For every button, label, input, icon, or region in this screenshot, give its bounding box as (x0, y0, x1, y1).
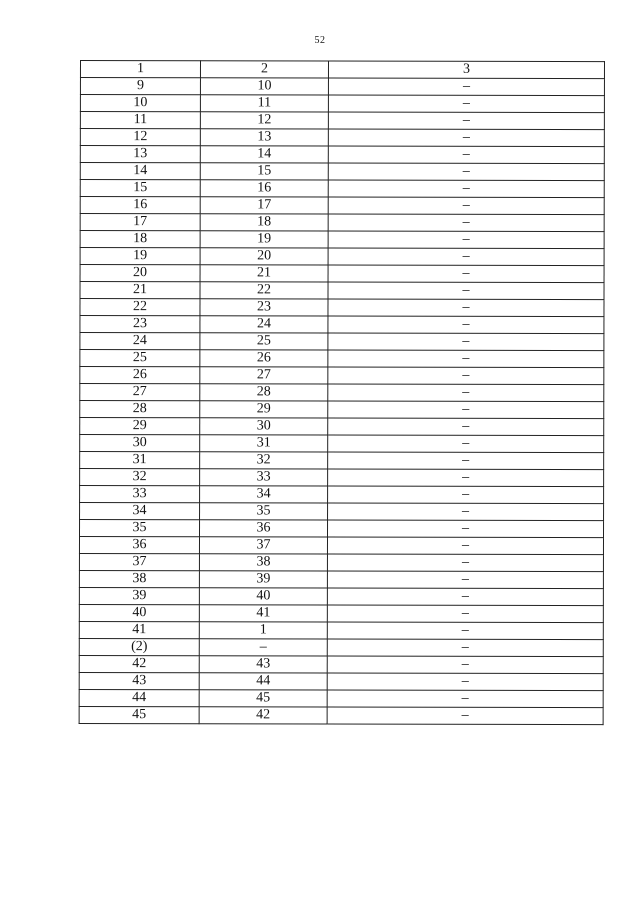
table-cell: 28 (200, 384, 328, 401)
column-header-1: 1 (80, 61, 200, 78)
table-cell: 38 (79, 570, 199, 587)
table-row (80, 231, 604, 249)
table-row (79, 621, 603, 639)
table-cell: – (328, 469, 604, 487)
page-number: 52 (314, 35, 326, 46)
table-row (79, 638, 603, 656)
table-cell: 20 (200, 248, 328, 265)
table-cell: – (199, 639, 327, 656)
table-row (80, 214, 604, 232)
table-cell: 40 (199, 588, 327, 605)
table-cell: 9 (80, 78, 200, 95)
table-cell: – (327, 554, 603, 572)
table-row (80, 418, 604, 436)
table-cell: 32 (80, 469, 200, 486)
table-cell: – (327, 656, 603, 674)
table-cell: 13 (200, 129, 328, 146)
table-cell: 12 (200, 112, 328, 129)
table-cell: 41 (79, 621, 199, 638)
table-row (80, 401, 604, 419)
table-cell: 23 (80, 316, 200, 333)
table-cell: 44 (79, 689, 199, 706)
table-cell: – (328, 180, 604, 198)
table-cell: 41 (199, 605, 327, 622)
table-row (80, 282, 604, 300)
table-row (80, 146, 604, 164)
table-cell: 12 (80, 129, 200, 146)
table-cell: 15 (80, 180, 200, 197)
table-cell: – (328, 333, 604, 351)
table-cell: – (328, 265, 604, 283)
table-cell: 16 (200, 180, 328, 197)
table-row (79, 706, 603, 724)
table-cell: 27 (80, 384, 200, 401)
table-cell: 25 (200, 333, 328, 350)
table-cell: 22 (80, 299, 200, 316)
table-cell: 29 (80, 418, 200, 435)
table-row (79, 570, 603, 588)
table-cell: 43 (79, 672, 199, 689)
table-cell: – (328, 282, 604, 300)
table-cell: – (328, 350, 604, 368)
table-cell: 10 (80, 95, 200, 112)
table-row (79, 587, 603, 605)
table-cell: 1 (199, 622, 327, 639)
table-cell: 45 (199, 690, 327, 707)
table-cell: 35 (80, 520, 200, 537)
table-cell: – (328, 248, 604, 266)
table-cell: 24 (80, 333, 200, 350)
table-row (80, 112, 604, 130)
table-cell: 10 (200, 78, 328, 95)
table-row (79, 655, 603, 673)
table-cell: 25 (80, 350, 200, 367)
table-cell: – (328, 520, 604, 538)
table-row (79, 604, 603, 622)
table-row (80, 435, 604, 453)
table-cell: 34 (200, 486, 328, 503)
table-cell: 23 (200, 299, 328, 316)
table-cell: – (328, 95, 604, 113)
table-cell: 37 (79, 553, 199, 570)
table-cell: – (327, 588, 603, 606)
table-cell: – (328, 129, 604, 147)
table-cell: 40 (79, 604, 199, 621)
table-cell: – (328, 503, 604, 521)
table-row (80, 384, 604, 402)
table-row (79, 689, 603, 707)
table-cell: 19 (200, 231, 328, 248)
table-cell: – (328, 197, 604, 215)
table-row (79, 537, 603, 555)
table-cell: 17 (80, 214, 200, 231)
table-cell: – (327, 690, 603, 708)
column-header-2: 2 (200, 61, 328, 78)
table-cell: 36 (200, 520, 328, 537)
table-cell: 17 (200, 197, 328, 214)
table-cell: – (327, 605, 603, 623)
table-cell: 36 (79, 537, 199, 554)
table-cell: (2) (79, 638, 199, 655)
table-cell: 18 (80, 231, 200, 248)
table-cell: 30 (200, 418, 328, 435)
table-row (80, 452, 604, 470)
table-row (80, 299, 604, 317)
table-row (79, 553, 603, 571)
table-cell: 21 (200, 265, 328, 282)
table-cell: – (328, 367, 604, 385)
table-cell: 11 (200, 95, 328, 112)
table-cell: 13 (80, 146, 200, 163)
table-cell: 39 (199, 571, 327, 588)
table-row (80, 265, 604, 283)
table-cell: – (328, 435, 604, 453)
table-row (80, 469, 604, 487)
table-cell: 26 (200, 350, 328, 367)
table-cell: – (327, 707, 603, 725)
table-cell: 22 (200, 282, 328, 299)
table-cell: – (327, 622, 603, 640)
table-body (79, 61, 604, 725)
table-cell: 15 (200, 163, 328, 180)
table-cell: 42 (199, 707, 327, 724)
table-row (80, 486, 604, 504)
table-cell: – (328, 146, 604, 164)
table-cell: 30 (80, 435, 200, 452)
table-cell: 32 (200, 452, 328, 469)
table-row (80, 520, 604, 538)
table-cell: 43 (199, 656, 327, 673)
table-row (80, 78, 604, 96)
table-cell: – (328, 401, 604, 419)
table-cell: – (328, 299, 604, 317)
table-cell: – (328, 486, 604, 504)
data-table (79, 60, 605, 725)
table-header-row (80, 61, 604, 79)
table-row (80, 316, 604, 334)
table-cell: 21 (80, 282, 200, 299)
table-cell: 28 (80, 401, 200, 418)
table-cell: – (328, 452, 604, 470)
table-row (80, 197, 604, 215)
table-cell: – (327, 571, 603, 589)
table-row (80, 95, 604, 113)
table-cell: 24 (200, 316, 328, 333)
table-row (80, 503, 604, 521)
table-row (80, 333, 604, 351)
table-cell: 19 (80, 248, 200, 265)
table-cell: 31 (80, 452, 200, 469)
table-cell: 38 (199, 554, 327, 571)
table-cell: 42 (79, 655, 199, 672)
table-cell: – (328, 384, 604, 402)
table-cell: – (327, 639, 603, 657)
table-row (80, 350, 604, 368)
table-cell: 45 (79, 706, 199, 723)
table-cell: – (328, 112, 604, 130)
table-cell: – (328, 78, 604, 96)
table-cell: 33 (200, 469, 328, 486)
table-row (80, 180, 604, 198)
table-row (80, 129, 604, 147)
table-row (80, 367, 604, 385)
table-cell: 14 (80, 163, 200, 180)
table-row (80, 163, 604, 181)
table-cell: 34 (80, 503, 200, 520)
table-cell: – (328, 418, 604, 436)
table-cell: 11 (80, 112, 200, 129)
table-cell: 26 (80, 367, 200, 384)
table-cell: 31 (200, 435, 328, 452)
table-cell: – (327, 537, 603, 555)
table-cell: 35 (200, 503, 328, 520)
table-cell: – (327, 673, 603, 691)
table-cell: 20 (80, 265, 200, 282)
table-cell: – (328, 316, 604, 334)
table-cell: – (328, 163, 604, 181)
table-cell: – (328, 214, 604, 232)
table-cell: 16 (80, 197, 200, 214)
table-cell: – (328, 231, 604, 249)
table-cell: 27 (200, 367, 328, 384)
table-cell: 44 (199, 673, 327, 690)
table-cell: 33 (80, 486, 200, 503)
table-cell: 29 (200, 401, 328, 418)
table-cell: 39 (79, 587, 199, 604)
table-cell: 14 (200, 146, 328, 163)
table-cell: 37 (199, 537, 327, 554)
column-header-3: 3 (328, 61, 604, 79)
table-row (79, 672, 603, 690)
table-row (80, 248, 604, 266)
table-cell: 18 (200, 214, 328, 231)
